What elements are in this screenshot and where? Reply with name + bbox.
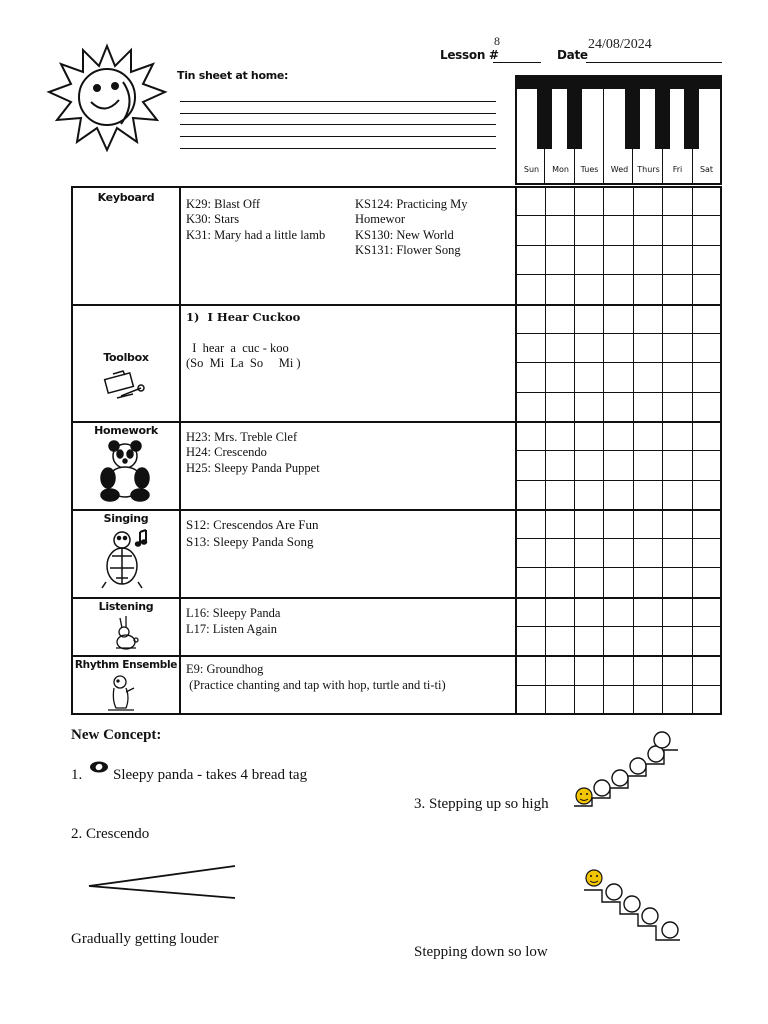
black-key (684, 77, 699, 149)
rhythm-item: E9: Groundhog (186, 662, 264, 676)
day-label: Tues (580, 165, 599, 174)
row-label-keyboard: Keyboard (97, 191, 155, 204)
new-concept-heading: New Concept: (71, 727, 162, 743)
black-key (537, 77, 552, 149)
day-label: Sun (523, 165, 540, 174)
turtle-icon (98, 526, 154, 592)
date-label: Date (557, 48, 588, 62)
stepping-down-icon (580, 866, 686, 946)
keyboard-item: Homewor (355, 212, 405, 226)
black-key (625, 77, 640, 149)
listening-item: L17: Listen Again (186, 622, 277, 636)
row-label-toolbox: Toolbox (103, 351, 149, 364)
keyboard-item: K30: Stars (186, 212, 240, 226)
whole-note-icon (88, 760, 110, 774)
tin-sheet-label: Tin sheet at home: (177, 69, 289, 82)
keyboard-item: K29: Blast Off (186, 197, 261, 211)
tin-line-5 (180, 148, 496, 149)
tin-line-2 (180, 113, 496, 114)
homework-item: H23: Mrs. Treble Clef (186, 430, 298, 444)
tin-line-4 (180, 136, 496, 137)
listening-item: L16: Sleepy Panda (186, 606, 281, 620)
toolbox-icon (103, 366, 145, 402)
row-label-homework: Homework (94, 424, 158, 437)
lesson-number: 8 (494, 34, 500, 48)
row-label-listening: Listening (98, 600, 154, 613)
concept-1-number: 1. (71, 767, 83, 783)
rhythm-item: (Practice chanting and tap with hop, turtle and ti-ti) (186, 678, 446, 692)
crescendo-caption: Gradually getting louder (71, 931, 219, 947)
lesson-underline (493, 62, 541, 63)
concept-1-text: Sleepy panda - takes 4 bread tag (113, 767, 308, 783)
date-underline (586, 62, 722, 63)
keyboard-item: KS131: Flower Song (355, 243, 461, 257)
rabbit-icon (110, 614, 142, 652)
homework-item: H25: Sleepy Panda Puppet (186, 461, 320, 475)
groundhog-icon (104, 672, 140, 714)
keyboard-item: KS124: Practicing My (355, 197, 468, 211)
keyboard-item: K31: Mary had a little lamb (186, 228, 326, 242)
day-label: Fri (672, 165, 683, 174)
date-value: 24/08/2024 (588, 37, 652, 52)
concept-2-text: 2. Crescendo (71, 826, 150, 842)
black-key (567, 77, 582, 149)
lesson-label: Lesson # (440, 48, 499, 62)
singing-item: S12: Crescendos Are Fun (186, 517, 319, 532)
toolbox-title: 1) I Hear Cuckoo (186, 310, 301, 324)
piano-header (515, 75, 722, 185)
toolbox-line: (So Mi La So Mi ) (186, 356, 301, 370)
stepping-up-icon (570, 728, 680, 810)
panda-icon (96, 440, 154, 502)
day-label: Thurs (637, 165, 660, 174)
row-label-singing: Singing (103, 512, 149, 525)
sun-logo (45, 42, 170, 154)
toolbox-line: I hear a cuc - koo (186, 341, 289, 355)
crescendo-hairpin (85, 862, 241, 902)
day-label: Wed (610, 165, 629, 174)
homework-item: H24: Crescendo (186, 445, 267, 459)
row-label-rhythm: Rhythm Ensemble (74, 659, 178, 671)
tin-line-3 (180, 124, 496, 125)
day-label: Sat (699, 165, 714, 174)
tin-line-1 (180, 101, 496, 102)
day-label: Mon (552, 165, 569, 174)
keyboard-item: KS130: New World (355, 228, 454, 242)
concept-3-text: 3. Stepping up so high (414, 796, 549, 812)
stepping-down-text: Stepping down so low (414, 944, 548, 960)
singing-item: S13: Sleepy Panda Song (186, 534, 314, 549)
black-key (655, 77, 670, 149)
